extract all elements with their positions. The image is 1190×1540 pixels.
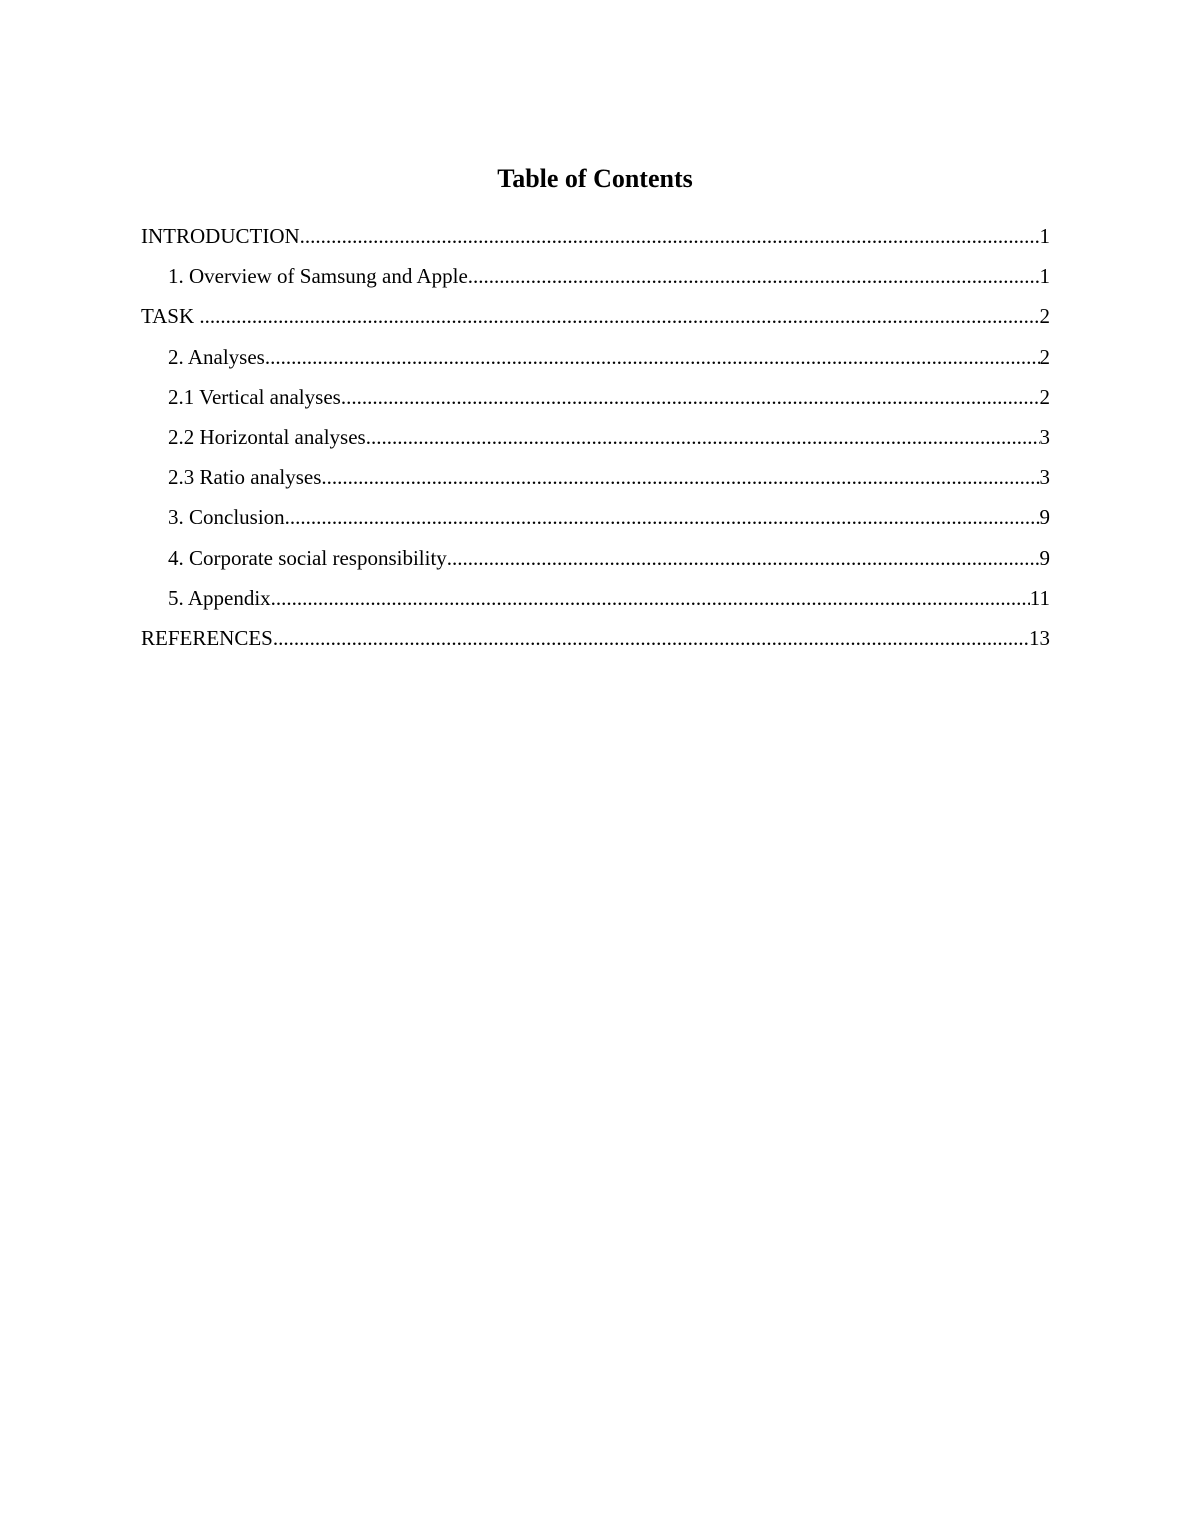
toc-page-number: 3 xyxy=(1039,465,1050,490)
toc-entry-label: 5. Appendix xyxy=(168,585,271,610)
toc-entry-label: TASK xyxy=(141,304,200,329)
toc-entry-task[interactable] xyxy=(141,300,1050,340)
toc-dot-leader xyxy=(271,582,1030,614)
toc-dot-leader xyxy=(265,341,1040,373)
toc-entry-analyses[interactable] xyxy=(141,341,1050,381)
toc-dot-leader xyxy=(366,421,1040,453)
toc-entry-label: 3. Conclusion xyxy=(168,505,285,530)
toc-dot-leader xyxy=(273,622,1029,654)
toc-entry-label: INTRODUCTION xyxy=(141,224,300,248)
toc-dot-leader xyxy=(199,300,1039,332)
toc-dot-leader xyxy=(468,260,1040,292)
toc-entry-conclusion[interactable] xyxy=(141,501,1050,541)
toc-page-number: 1 xyxy=(1039,264,1050,289)
toc-entry-vertical-analyses[interactable] xyxy=(141,381,1050,421)
toc-entry-introduction[interactable] xyxy=(141,220,1050,260)
toc-page-number: 9 xyxy=(1039,545,1050,570)
toc-entry-label: 2.2 Horizontal analyses xyxy=(168,424,366,449)
toc-page-number: 13 xyxy=(1029,625,1050,650)
toc-entry-overview[interactable] xyxy=(141,260,1050,300)
toc-page-number: 2 xyxy=(1039,384,1050,409)
toc-entry-horizontal-analyses[interactable] xyxy=(141,421,1050,461)
toc-title: Table of Contents xyxy=(497,164,693,193)
toc-entry-label: REFERENCES xyxy=(141,625,273,650)
toc-entry-label: 1. Overview of Samsung and Apple xyxy=(168,264,468,289)
toc-entry-ratio-analyses[interactable] xyxy=(141,461,1050,501)
toc-entry-label: 2.1 Vertical analyses xyxy=(168,384,341,409)
toc-list xyxy=(141,220,1050,662)
toc-entry-appendix[interactable] xyxy=(141,582,1050,622)
toc-dot-leader xyxy=(341,381,1040,413)
toc-dot-leader xyxy=(447,542,1040,574)
toc-page-number: 2 xyxy=(1039,304,1050,329)
toc-entry-label: 2.3 Ratio analyses xyxy=(168,465,322,490)
toc-dot-leader xyxy=(285,501,1040,533)
toc-dot-leader xyxy=(321,461,1039,493)
toc-entry-label: 2. Analyses xyxy=(168,344,265,369)
toc-entry-references[interactable] xyxy=(141,622,1050,662)
toc-page-number: 1 xyxy=(1039,224,1050,248)
toc-page-number: 2 xyxy=(1039,344,1050,369)
toc-page-number: 3 xyxy=(1039,424,1050,449)
toc-entry-label: 4. Corporate social responsibility xyxy=(168,545,447,570)
toc-page-number: 9 xyxy=(1039,505,1050,530)
toc-dot-leader xyxy=(300,220,1040,252)
toc-page-number: 11 xyxy=(1029,585,1050,610)
toc-entry-csr[interactable] xyxy=(141,542,1050,582)
